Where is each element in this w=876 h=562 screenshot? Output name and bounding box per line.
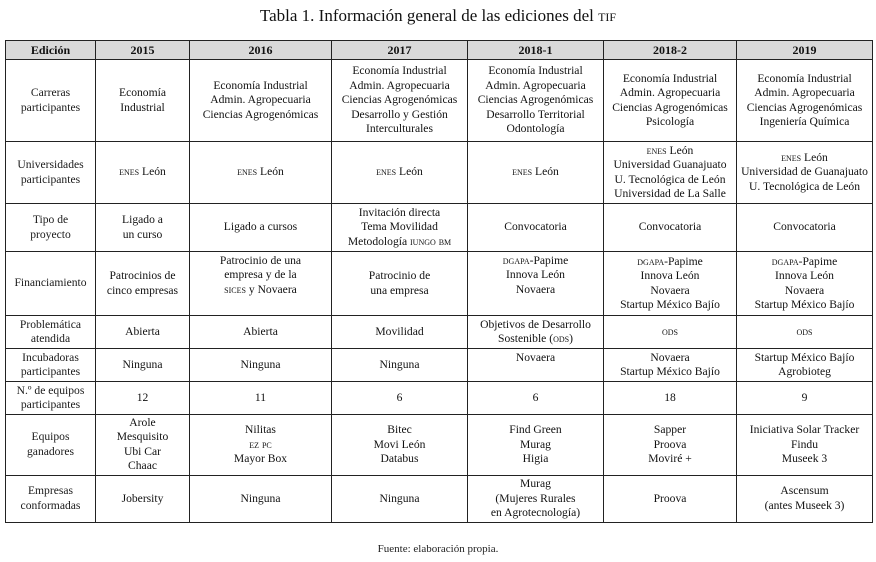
cell: Economía Industrial Admin. Agropecuaria Ciencias Agrogenómicas Psicología: [604, 60, 737, 142]
cell: 18: [604, 382, 737, 415]
cell: enes León Universidad Guanajuato U. Tecnológica de León Universidad de La Salle: [604, 142, 737, 204]
header-2018-1: 2018-1: [468, 41, 604, 60]
cell: Convocatoria: [737, 204, 873, 252]
cell: Economía Industrial Admin. Agropecuaria Ciencias Agrogenómicas: [190, 60, 332, 142]
cell: Economía Industrial Admin. Agropecuaria Ciencias Agrogenómicas Desarrollo y Gestión Interculturales: [332, 60, 468, 142]
cell: Ligado a cursos: [190, 204, 332, 252]
cell: Economía Industrial Admin. Agropecuaria Ciencias Agrogenómicas Ingeniería Química: [737, 60, 873, 142]
cell: enes León: [96, 142, 190, 204]
cell: Economía Industrial Admin. Agropecuaria Ciencias Agrogenómicas Desarrollo Territorial Odontología: [468, 60, 604, 142]
cell: Jobersity: [96, 475, 190, 522]
cell: ods: [737, 316, 873, 349]
cell: Arole Mesquisito Ubi Car Chaac: [96, 415, 190, 476]
cell: Abierta: [96, 316, 190, 349]
row-financiamiento: [6, 252, 873, 316]
cell: Movilidad: [332, 316, 468, 349]
row-label: Problemática atendida: [6, 316, 96, 349]
header-2015: 2015: [96, 41, 190, 60]
cell: enes León Universidad de Guanajuato U. Tecnológica de León: [737, 142, 873, 204]
cell: enes León: [190, 142, 332, 204]
cell: Novaera: [468, 349, 604, 382]
table-source: Fuente: elaboración propia.: [377, 543, 499, 555]
row-label: Universidades participantes: [6, 142, 96, 204]
row-label: Carreras participantes: [6, 60, 96, 142]
cell: Ninguna: [190, 475, 332, 522]
header-row: [6, 41, 873, 60]
cell: Convocatoria: [468, 204, 604, 252]
row-label: Tipo de proyecto: [6, 204, 96, 252]
row-equipos-ganadores: [6, 415, 873, 476]
cell: Startup México Bajío Agrobioteg: [737, 349, 873, 382]
cell: Ninguna: [96, 349, 190, 382]
header-2018-2: 2018-2: [604, 41, 737, 60]
cell: 11: [190, 382, 332, 415]
row-label: Empresas conformadas: [6, 475, 96, 522]
row-incubadoras: [6, 349, 873, 382]
caption-text: Tabla 1. Información general de las ediciones del: [259, 6, 599, 25]
cell: Ninguna: [332, 475, 468, 522]
cell: Abierta: [190, 316, 332, 349]
cell: dgapa-Papime Innova León Novaera Startup México Bajío: [604, 252, 737, 316]
header-2016: 2016: [190, 41, 332, 60]
row-empresas: [6, 475, 873, 522]
row-label: N.º de equipos participantes: [6, 382, 96, 415]
cell: Objetivos de Desarrollo Sostenible (ods): [468, 316, 604, 349]
row-label: Incubadoras participantes: [6, 349, 96, 382]
cell: Invitación directa Tema Movilidad Metodología iungo bm: [332, 204, 468, 252]
cell: Murag (Mujeres Rurales en Agrotecnología): [468, 475, 604, 522]
row-label: Equipos ganadores: [6, 415, 96, 476]
cell: Economía Industrial: [96, 60, 190, 142]
table-caption: [0, 6, 876, 26]
cell: Sapper Proova Moviré +: [604, 415, 737, 476]
cell: Convocatoria: [604, 204, 737, 252]
cell: Patrocinio de una empresa y de la sices y Novaera: [190, 252, 332, 316]
row-numero-equipos: [6, 382, 873, 415]
cell: Nilitas ez pc Mayor Box: [190, 415, 332, 476]
row-tipo-proyecto: [6, 204, 873, 252]
caption-acronym: tif: [598, 6, 617, 25]
cell: Bitec Movi León Databus: [332, 415, 468, 476]
cell: enes León: [332, 142, 468, 204]
cell: Find Green Murag Higia: [468, 415, 604, 476]
cell: Patrocinios de cinco empresas: [96, 252, 190, 316]
cell: dgapa-Papime Innova León Novaera Startup México Bajío: [737, 252, 873, 316]
row-label: Financiamiento: [6, 252, 96, 316]
row-carreras: [6, 60, 873, 142]
cell: enes León: [468, 142, 604, 204]
cell: Iniciativa Solar Tracker Findu Museek 3: [737, 415, 873, 476]
cell: Ligado a un curso: [96, 204, 190, 252]
cell: Ninguna: [332, 349, 468, 382]
cell: dgapa-Papime Innova León Novaera: [468, 252, 604, 316]
cell: Ascensum (antes Museek 3): [737, 475, 873, 522]
cell: 6: [332, 382, 468, 415]
cell: 12: [96, 382, 190, 415]
header-edicion: Edición: [6, 41, 96, 60]
header-2017: 2017: [332, 41, 468, 60]
editions-table: [5, 40, 873, 523]
cell: 9: [737, 382, 873, 415]
cell: Proova: [604, 475, 737, 522]
row-universidades: [6, 142, 873, 204]
cell: Ninguna: [190, 349, 332, 382]
row-problematica: [6, 316, 873, 349]
cell: Novaera Startup México Bajío: [604, 349, 737, 382]
header-2019: 2019: [737, 41, 873, 60]
cell: ods: [604, 316, 737, 349]
cell: 6: [468, 382, 604, 415]
cell: Patrocinio de una empresa: [332, 252, 468, 316]
